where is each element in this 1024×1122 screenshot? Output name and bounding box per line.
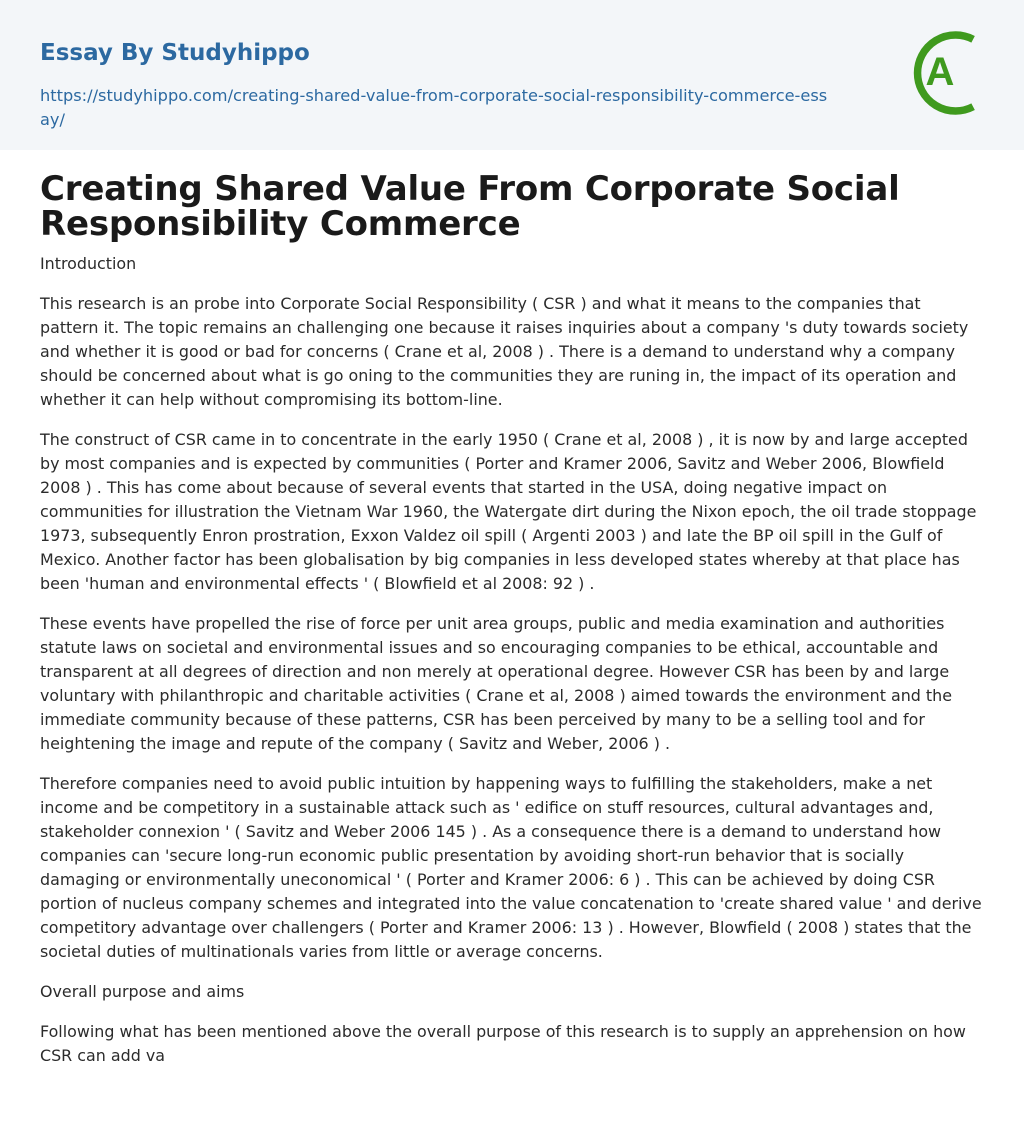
paragraph: This research is an probe into Corporate Social Responsibility ( CSR ) and what it means to the companies that pattern it. The topic remains an challenging one because it raises inquiries about a company 's duty towards society and whether it is good or bad for concerns ( Crane et al, 2008 ) . There is a demand to understand why a company should be concerned about what is go oning to the communities they are runing in, the impact of its operation and whether it can help without compromising its bottom-line. (40, 294, 969, 409)
paragraph: These events have propelled the rise of force per unit area groups, public and media examination and authorities statute laws on societal and environmental issues and so encouraging companies to be ethical, accountable and transparent at all degrees of direction and non merely at operational degree. However CSR has been by and large voluntary with philanthropic and charitable activities ( Crane et al, 2008 ) aimed towards the environment and the immediate community because of these patterns, CSR has been perceived by many to be a selling tool and for heightening the image and repute of the company ( Savitz and Weber, 2006 ) . (40, 614, 953, 753)
studyhippo-logo-icon[interactable] (911, 29, 989, 117)
essay-url-link[interactable]: https://studyhippo.com/creating-shared-value-from-corporate-social-responsibility-commerce-essay/ (40, 86, 828, 129)
essay-body (0, 169, 1024, 1068)
essay-title: Creating Shared Value From Corporate Social Responsibility Commerce (40, 169, 900, 244)
site-brand[interactable]: Essay By Studyhippo (40, 40, 310, 66)
logo-letter: A (925, 50, 955, 94)
paragraph: Therefore companies need to avoid public intuition by happening ways to fulfilling the stakeholders, make a net income and be competitory in a sustainable attack such as ' edifice on stuff resources, cultural advantages and, stakeholder connexion ' ( Savitz and Weber 2006 145 ) . As a consequence there is a demand to understand how companies can 'secure long-run economic public presentation by avoiding short-run behavior that is socially damaging or environmentally uneconomical ' ( Porter and Kramer 2006: 6 ) . This can be achieved by doing CSR portion of nucleus company schemes and integrated into the value concatenation to 'create shared value ' and derive competitory advantage over challengers ( Porter and Kramer 2006: 13 ) . However, Blowfield ( 2008 ) states that the societal duties of multinationals varies from little or average concerns. (40, 774, 982, 961)
paragraph: The construct of CSR came in to concentrate in the early 1950 ( Crane et al, 2008 ) , it is now by and large accepted by most companies and is expected by communities ( Porter and Kramer 2006, Savitz and Weber 2006, Blowfield 2008 ) . This has come about because of several events that started in the USA, doing negative impact on communities for illustration the Vietnam War 1960, the Watergate dirt during the Nixon epoch, the oil trade stoppage 1973, subsequently Enron prostration, Exxon Valdez oil spill ( Argenti 2003 ) and late the BP oil spill in the Gulf of Mexico. Another factor has been globalisation by big companies in less developed states whereby at that place has been 'human and environmental effects ' ( Blowfield et al 2008: 92 ) . (40, 430, 977, 593)
section-heading-introduction: Introduction (40, 254, 137, 273)
site-header (0, 0, 1024, 150)
section-heading-purpose: Overall purpose and aims (40, 982, 245, 1001)
essay-content (40, 252, 984, 1068)
paragraph-truncated: Following what has been mentioned above the overall purpose of this research is to supply an apprehension on how CSR can add va (40, 1022, 966, 1065)
